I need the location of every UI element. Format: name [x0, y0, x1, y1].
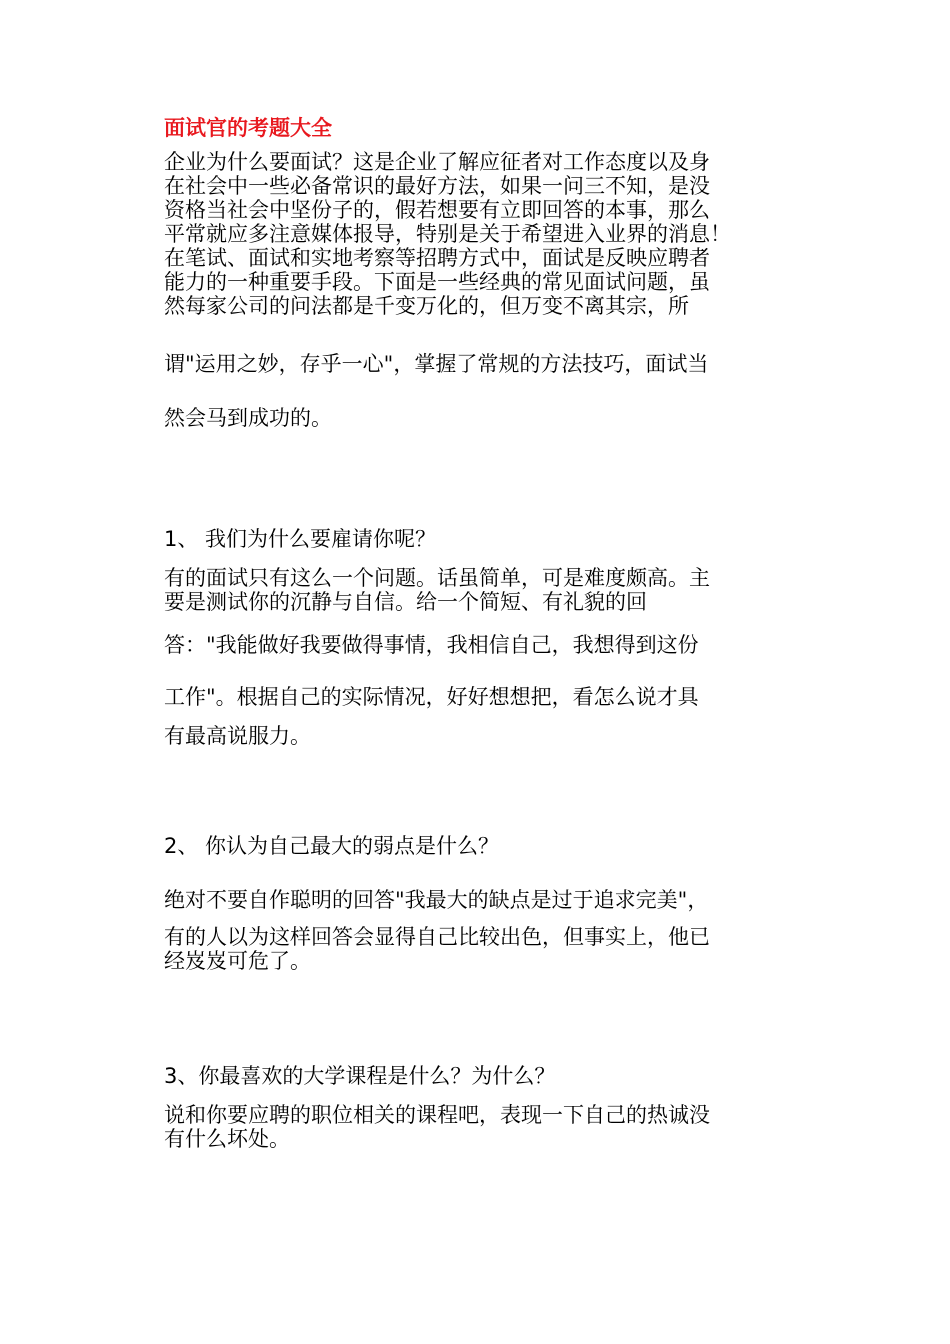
answer-line: 绝对不要自作聪明的回答"我最大的缺点是过于追求完美"，: [164, 888, 709, 912]
intro-line: 能力的一种重要手段。下面是一些经典的常见面试问题，虽: [164, 270, 710, 294]
answer-paragraph: [164, 566, 814, 614]
intro-line: 企业为什么要面试？这是企业了解应征者对工作态度以及身: [164, 150, 710, 174]
intro-line: 在社会中一些必备常识的最好方法，如果一问三不知，是没: [164, 174, 710, 198]
intro-line: 平常就应多注意媒体报导，特别是关于希望进入业界的消息！: [164, 222, 731, 246]
answer-line: 说和你要应聘的职位相关的课程吧，表现一下自己的热诚没: [164, 1103, 710, 1127]
document-title: 面试官的考题大全: [164, 115, 332, 140]
intro-line: 然会马到成功的。: [164, 406, 332, 430]
intro-line: 资格当社会中坚份子的，假若想要有立即回答的本事，那么: [164, 198, 710, 222]
question-heading: 2、 你认为自己最大的弱点是什么？: [164, 834, 500, 858]
answer-line: 答："我能做好我要做得事情，我相信自己，我想得到这份: [164, 633, 699, 657]
answer-line: 有最高说服力。: [164, 724, 311, 748]
question-heading: 1、 我们为什么要雇请你呢？: [164, 527, 437, 551]
answer-paragraph: [164, 1103, 814, 1151]
intro-line: 在笔试、面试和实地考察等招聘方式中，面试是反映应聘者: [164, 246, 710, 270]
answer-line: 有的面试只有这么一个问题。话虽简单，可是难度颇高。主: [164, 566, 710, 590]
answer-line: 工作"。根据自己的实际情况，好好想想把，看怎么说才具: [164, 685, 699, 709]
answer-paragraph: [164, 925, 814, 973]
question-heading: 3、你最喜欢的大学课程是什么？为什么？: [164, 1064, 556, 1088]
answer-line: 有的人以为这样回答会显得自己比较出色，但事实上，他已: [164, 925, 710, 949]
answer-line: 有什么坏处。: [164, 1127, 290, 1151]
intro-line: 然每家公司的问法都是千变万化的，但万变不离其宗，所: [164, 294, 689, 318]
answer-line: 经岌岌可危了。: [164, 949, 311, 973]
intro-paragraph: [164, 150, 814, 318]
answer-line: 要是测试你的沉静与自信。给一个简短、有礼貌的回: [164, 590, 647, 614]
intro-line: 谓"运用之妙，存乎一心"，掌握了常规的方法技巧，面试当: [164, 352, 709, 376]
